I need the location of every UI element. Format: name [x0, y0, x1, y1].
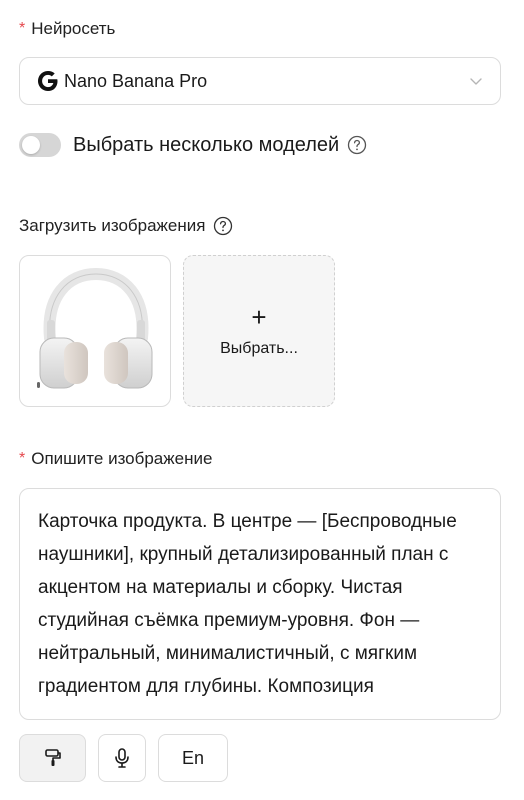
- multi-model-row: [19, 133, 367, 157]
- google-g-icon: [36, 69, 60, 93]
- help-icon[interactable]: [213, 216, 233, 236]
- required-mark: *: [19, 20, 26, 37]
- model-select[interactable]: [19, 57, 501, 105]
- language-label: En: [181, 747, 205, 768]
- paint-roller-icon: [42, 747, 64, 769]
- description-textarea[interactable]: Карточка продукта. В центре — [Беспроводные наушники], крупный детализированный план с акцентом на материалы и сборку. Чистая студийная съёмка премиум-уровня. Фон — нейтральный, минималистичный, с мягким градиентом для глубины. Композиция: [19, 488, 501, 720]
- help-icon[interactable]: [347, 135, 367, 155]
- description-label: Опишите изображение: [31, 449, 213, 468]
- uploaded-image-thumbnail[interactable]: [19, 255, 171, 407]
- language-toggle-button[interactable]: [158, 734, 228, 782]
- plus-icon: +: [251, 302, 267, 332]
- select-image-button[interactable]: [183, 255, 335, 407]
- select-image-label: Выбрать...: [220, 340, 298, 357]
- multi-model-label: Выбрать несколько моделей: [73, 133, 340, 156]
- upload-label: Загрузить изображения: [19, 216, 206, 235]
- network-label: Нейросеть: [31, 19, 116, 38]
- network-label-row: [19, 19, 115, 39]
- model-select-value: Nano Banana Pro: [64, 70, 208, 91]
- required-mark: *: [19, 450, 26, 467]
- microphone-icon: [112, 747, 132, 769]
- style-brush-button[interactable]: [19, 734, 86, 782]
- description-label-row: [19, 449, 212, 469]
- upload-label-row: [19, 216, 233, 236]
- toggle-knob: [22, 136, 40, 154]
- multi-model-toggle[interactable]: [19, 133, 61, 157]
- voice-input-button[interactable]: [98, 734, 146, 782]
- chevron-down-icon: [468, 73, 484, 89]
- headphones-image: [20, 256, 171, 407]
